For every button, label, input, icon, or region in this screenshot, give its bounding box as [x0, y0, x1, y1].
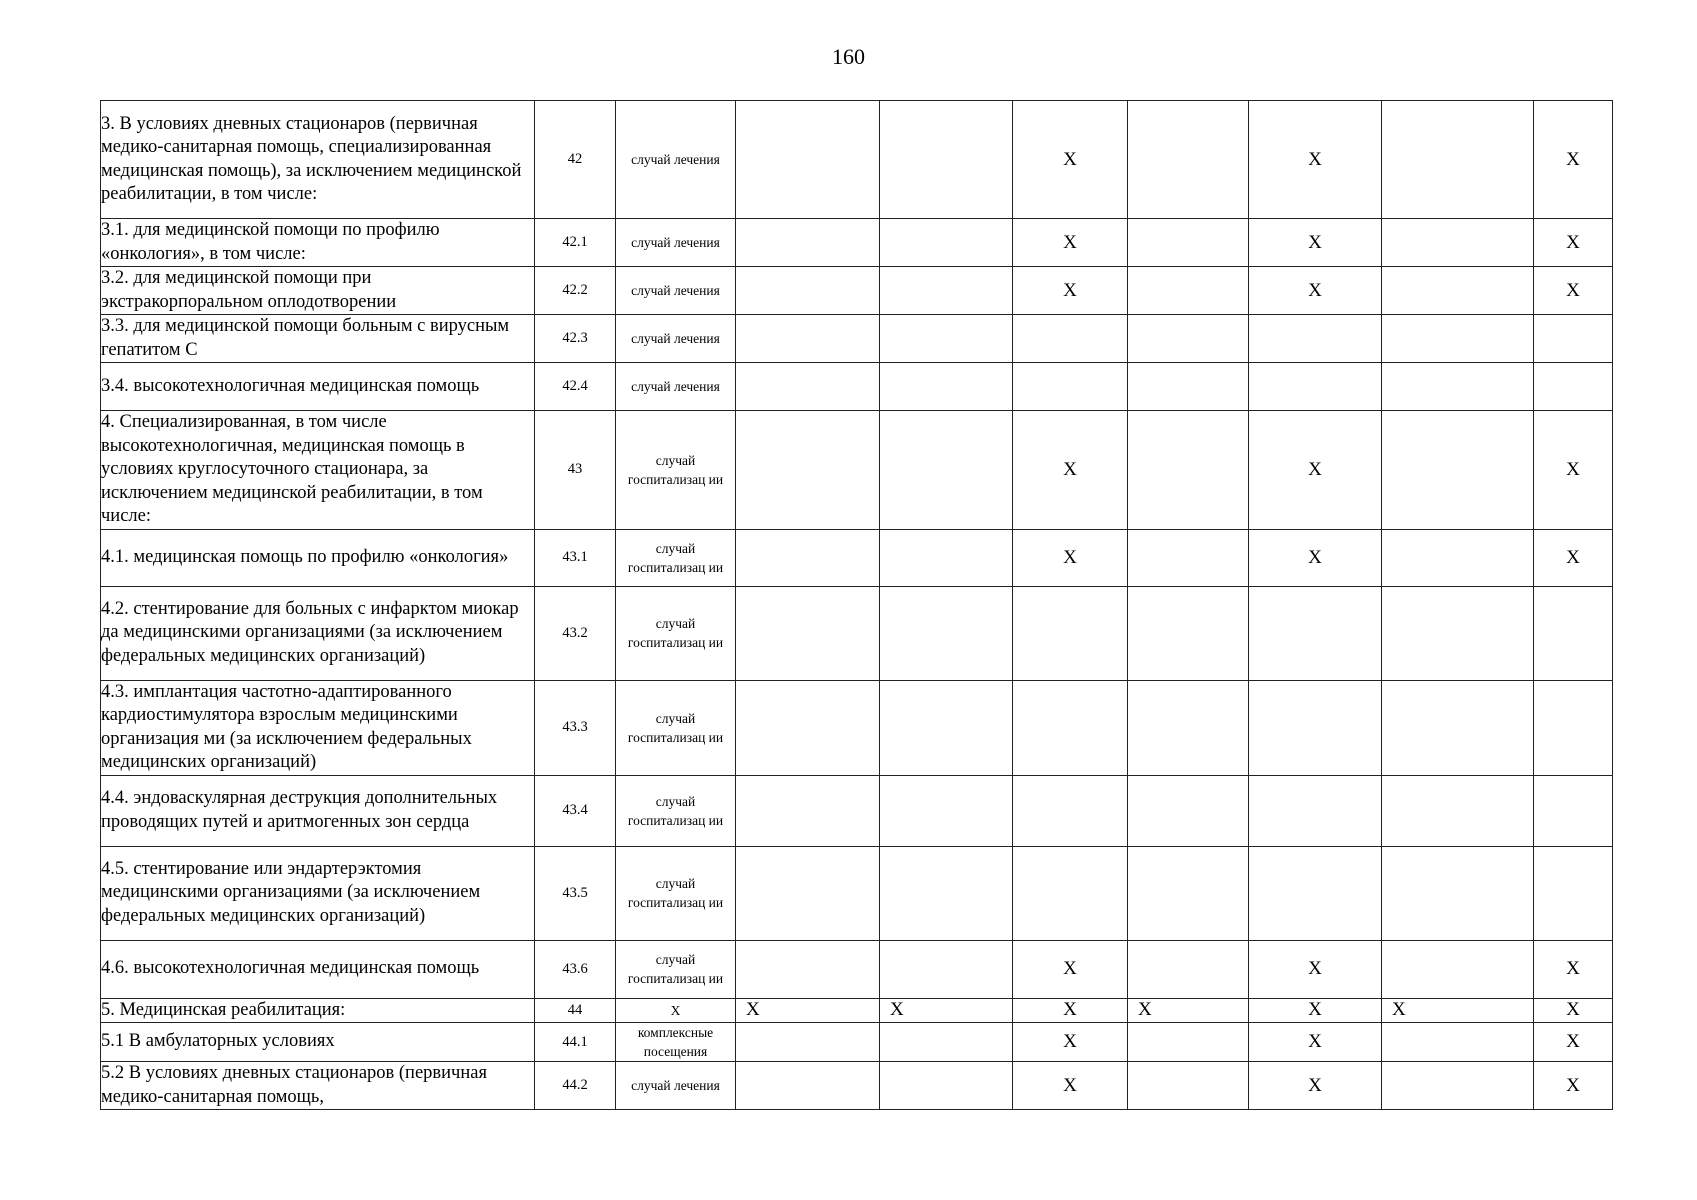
value-cell	[1382, 586, 1534, 680]
value-cell	[1534, 363, 1613, 411]
value-cell: X	[1013, 101, 1128, 219]
value-cell: X	[1249, 219, 1382, 267]
row-unit: случай лечения	[616, 101, 736, 219]
value-cell	[1382, 940, 1534, 998]
row-unit: случай госпитализац ии	[616, 411, 736, 530]
value-cell	[1128, 411, 1249, 530]
value-cell	[736, 267, 880, 315]
value-cell	[1249, 586, 1382, 680]
row-label: 4.3. имплантация частотно-адаптированного кардиостимулятора взрослым медицинскими организация ми (за исключением федеральных медицинских организаций)	[101, 680, 535, 775]
row-label: 4. Специализированная, в том числе высокотехнологичная, медицинская помощь в условиях круглосуточного стационара, за исключением медицинской реабилитации, в том числе:	[101, 411, 535, 530]
page-number: 160	[832, 44, 865, 69]
value-cell	[1249, 775, 1382, 846]
value-cell	[1382, 680, 1534, 775]
row-code: 43.1	[535, 529, 616, 586]
value-cell	[880, 940, 1013, 998]
table-row	[101, 680, 1613, 775]
value-cell: X	[1534, 529, 1613, 586]
table-row	[101, 315, 1613, 363]
value-cell: X	[1534, 1023, 1613, 1062]
row-label: 5.2 В условиях дневных стационаров (первичная медико-санитарная помощь,	[101, 1062, 535, 1110]
table-row	[101, 586, 1613, 680]
table-row	[101, 411, 1613, 530]
value-cell	[880, 529, 1013, 586]
row-unit: случай лечения	[616, 315, 736, 363]
value-cell	[880, 846, 1013, 940]
value-cell: X	[1534, 267, 1613, 315]
value-cell	[1382, 219, 1534, 267]
value-cell	[1013, 775, 1128, 846]
value-cell	[1382, 775, 1534, 846]
value-cell	[1382, 363, 1534, 411]
row-code: 42.2	[535, 267, 616, 315]
row-label: 3.2. для медицинской помощи при экстракорпоральном оплодотворении	[101, 267, 535, 315]
value-cell: X	[1013, 1023, 1128, 1062]
value-cell	[736, 586, 880, 680]
row-code: 42.3	[535, 315, 616, 363]
value-cell	[736, 1023, 880, 1062]
value-cell: Х	[736, 998, 880, 1023]
row-code: 43.2	[535, 586, 616, 680]
value-cell: X	[1013, 267, 1128, 315]
value-cell	[1249, 846, 1382, 940]
value-cell	[1382, 267, 1534, 315]
value-cell	[1249, 363, 1382, 411]
value-cell: Х	[1534, 998, 1613, 1023]
row-code: 43.6	[535, 940, 616, 998]
value-cell: X	[1534, 219, 1613, 267]
value-cell	[1534, 680, 1613, 775]
value-cell	[1382, 1062, 1534, 1110]
value-cell	[1534, 775, 1613, 846]
value-cell	[736, 1062, 880, 1110]
row-label: 3.1. для медицинской помощи по профилю «онкология», в том числе:	[101, 219, 535, 267]
row-code: 43.3	[535, 680, 616, 775]
value-cell	[880, 219, 1013, 267]
value-cell: X	[1013, 219, 1128, 267]
value-cell	[1128, 1062, 1249, 1110]
row-code: 44.1	[535, 1023, 616, 1062]
row-label: 3. В условиях дневных стационаров (первичная медико-санитарная помощь, специализированная медицинская помощь), за исключением медицинской реабилитации, в том числе:	[101, 101, 535, 219]
value-cell: X	[1249, 101, 1382, 219]
value-cell	[880, 680, 1013, 775]
value-cell: X	[1534, 101, 1613, 219]
table-row	[101, 529, 1613, 586]
row-code: 42.1	[535, 219, 616, 267]
value-cell	[1013, 846, 1128, 940]
value-cell	[1382, 315, 1534, 363]
table-row	[101, 998, 1613, 1023]
row-unit: случай лечения	[616, 219, 736, 267]
row-unit: случай лечения	[616, 363, 736, 411]
table-row	[101, 101, 1613, 219]
value-cell: X	[1013, 1062, 1128, 1110]
value-cell: Х	[1249, 998, 1382, 1023]
row-unit: случай госпитализац ии	[616, 775, 736, 846]
value-cell	[1382, 1023, 1534, 1062]
row-unit: случай госпитализац ии	[616, 680, 736, 775]
value-cell	[1128, 101, 1249, 219]
value-cell	[1128, 846, 1249, 940]
value-cell: X	[1013, 529, 1128, 586]
row-label: 3.3. для медицинской помощи больным с вирусным гепатитом С	[101, 315, 535, 363]
value-cell	[1128, 219, 1249, 267]
value-cell	[1013, 586, 1128, 680]
value-cell	[736, 529, 880, 586]
row-unit: случай лечения	[616, 1062, 736, 1110]
row-code: 44	[535, 998, 616, 1023]
value-cell: X	[1534, 1062, 1613, 1110]
value-cell	[1128, 315, 1249, 363]
row-code: 42.4	[535, 363, 616, 411]
value-cell	[1249, 680, 1382, 775]
value-cell: X	[1249, 1062, 1382, 1110]
value-cell	[736, 363, 880, 411]
table-row	[101, 775, 1613, 846]
row-unit: случай госпитализац ии	[616, 846, 736, 940]
row-unit: комплексные посещения	[616, 1023, 736, 1062]
value-cell	[1013, 315, 1128, 363]
value-cell	[736, 315, 880, 363]
value-cell	[880, 586, 1013, 680]
value-cell	[1382, 101, 1534, 219]
value-cell	[1128, 940, 1249, 998]
value-cell	[1534, 846, 1613, 940]
value-cell	[1128, 1023, 1249, 1062]
row-label: 4.1. медицинская помощь по профилю «онкология»	[101, 529, 535, 586]
value-cell: X	[1013, 411, 1128, 530]
value-cell: X	[1249, 1023, 1382, 1062]
value-cell: Х	[880, 998, 1013, 1023]
row-unit: случай госпитализац ии	[616, 940, 736, 998]
value-cell	[1128, 267, 1249, 315]
row-label: 3.4. высокотехнологичная медицинская помощь	[101, 363, 535, 411]
value-cell	[1013, 680, 1128, 775]
row-code: 44.2	[535, 1062, 616, 1110]
table-row	[101, 846, 1613, 940]
value-cell	[736, 846, 880, 940]
value-cell: X	[1534, 940, 1613, 998]
value-cell	[736, 680, 880, 775]
row-unit: Х	[616, 998, 736, 1023]
row-unit: случай лечения	[616, 267, 736, 315]
row-label: 4.6. высокотехнологичная медицинская помощь	[101, 940, 535, 998]
row-unit: случай госпитализац ии	[616, 529, 736, 586]
value-cell: X	[1013, 940, 1128, 998]
row-code: 43	[535, 411, 616, 530]
value-cell	[880, 411, 1013, 530]
value-cell	[736, 940, 880, 998]
row-code: 43.5	[535, 846, 616, 940]
value-cell	[880, 775, 1013, 846]
value-cell	[736, 101, 880, 219]
value-cell: X	[1249, 267, 1382, 315]
table-row	[101, 363, 1613, 411]
value-cell	[880, 1023, 1013, 1062]
row-code: 42	[535, 101, 616, 219]
value-cell: X	[1249, 411, 1382, 530]
value-cell	[880, 267, 1013, 315]
value-cell: Х	[1013, 998, 1128, 1023]
value-cell: Х	[1128, 998, 1249, 1023]
value-cell	[1534, 586, 1613, 680]
data-table	[100, 100, 1613, 1110]
value-cell	[1128, 680, 1249, 775]
value-cell	[1013, 363, 1128, 411]
value-cell	[1534, 315, 1613, 363]
row-label: 4.2. стентирование для больных с инфарктом миокар да медицинскими организациями (за исключением федеральных медицинских организаций)	[101, 586, 535, 680]
value-cell	[1128, 529, 1249, 586]
value-cell	[1382, 846, 1534, 940]
value-cell	[736, 775, 880, 846]
value-cell: X	[1249, 940, 1382, 998]
value-cell	[1128, 775, 1249, 846]
row-code: 43.4	[535, 775, 616, 846]
row-label: 5. Медицинская реабилитация:	[101, 998, 535, 1023]
value-cell	[880, 363, 1013, 411]
value-cell	[880, 1062, 1013, 1110]
value-cell	[736, 219, 880, 267]
value-cell: X	[1534, 411, 1613, 530]
row-unit: случай госпитализац ии	[616, 586, 736, 680]
value-cell	[1249, 315, 1382, 363]
value-cell	[1382, 411, 1534, 530]
value-cell: X	[1249, 529, 1382, 586]
value-cell: Х	[1382, 998, 1534, 1023]
value-cell	[1382, 529, 1534, 586]
table-row	[101, 1062, 1613, 1110]
table-row	[101, 1023, 1613, 1062]
value-cell	[880, 315, 1013, 363]
table-row	[101, 267, 1613, 315]
value-cell	[880, 101, 1013, 219]
table-row	[101, 940, 1613, 998]
value-cell	[736, 411, 880, 530]
row-label: 5.1 В амбулаторных условиях	[101, 1023, 535, 1062]
row-label: 4.5. стентирование или эндартерэктомия медицинскими организациями (за исключением федеральных медицинских организаций)	[101, 846, 535, 940]
table-row	[101, 219, 1613, 267]
row-label: 4.4. эндоваскулярная деструкция дополнительных проводящих путей и аритмогенных зон сердца	[101, 775, 535, 846]
value-cell	[1128, 363, 1249, 411]
value-cell	[1128, 586, 1249, 680]
